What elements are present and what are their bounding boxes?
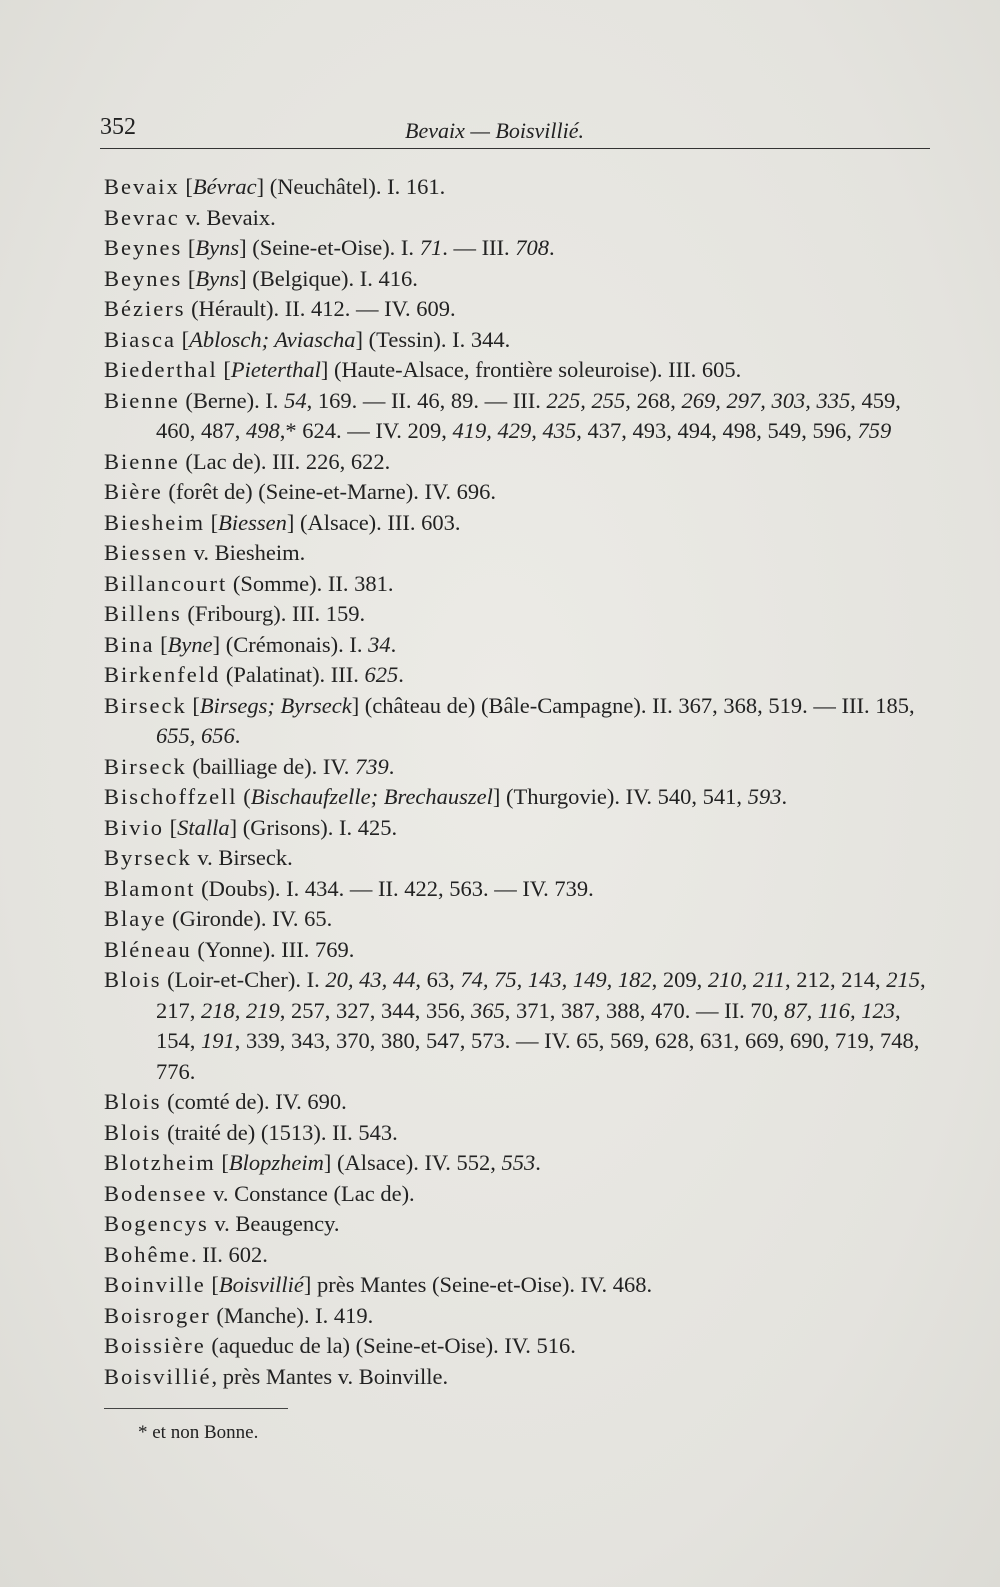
entry-italic-text: 739 [355, 753, 389, 779]
entry-headword: Birseck [104, 692, 187, 718]
entry-headword: Bière [104, 479, 163, 504]
entry-text: (Hérault). II. 412. — IV. 609. [185, 296, 456, 321]
index-entry [104, 1301, 934, 1332]
index-entry [104, 203, 934, 234]
entry-text: (bailliage de). IV. [186, 753, 356, 779]
entry-italic-text: 655, 656 [156, 723, 235, 748]
entry-headword: Birkenfeld [104, 662, 221, 687]
entry-italic-text: 365 [471, 997, 505, 1023]
index-entry [104, 172, 934, 203]
entry-italic-text: Birsegs; Byrseck [199, 692, 352, 718]
entry-text: (Manche). I. 419. [210, 1302, 374, 1328]
index-entry [104, 813, 934, 844]
entry-text: v. Biesheim. [188, 540, 306, 565]
entry-headword: Blotzheim [104, 1150, 216, 1175]
entry-text: v. Bevaix. [179, 204, 276, 230]
index-entry [104, 1331, 934, 1362]
entry-italic-text: Bischaufzelle; Brechauszel [250, 784, 493, 809]
entry-text: v. Constance (Lac de). [207, 1180, 415, 1206]
index-entry [104, 874, 934, 905]
entry-text: ] (Alsace). IV. 552, [323, 1150, 502, 1175]
index-entry [104, 1118, 934, 1149]
entry-italic-text: 269, 297, 303, 335 [681, 387, 851, 413]
entry-headword: Bohême [104, 1241, 191, 1267]
entry-headword: Blamont [104, 875, 196, 901]
index-entry [104, 233, 934, 264]
entry-italic-text: 553 [501, 1150, 536, 1175]
entry-italic-text: 225, 255 [546, 387, 626, 413]
index-entry [104, 569, 934, 600]
entry-text: ] (Thurgovie). IV. 540, 541, [492, 784, 748, 809]
entry-text: ] (Grisons). I. 425. [229, 814, 398, 840]
entry-headword: Billens [104, 601, 182, 626]
entry-text: [ [175, 326, 190, 352]
entry-italic-text: 210, 211 [707, 967, 785, 992]
entry-text: . — III. [442, 235, 516, 260]
index-entry [104, 1087, 934, 1118]
entry-headword: Bienne [104, 448, 180, 474]
entry-italic-text: 74, 75, 143, 149, 182 [460, 967, 652, 992]
entry-text: (Fribourg). III. 159. [181, 601, 366, 626]
entry-text: [ [182, 265, 196, 291]
entry-text: (Doubs). I. 434. — II. 422, 563. — IV. 739. [195, 875, 594, 901]
entry-text: (Palatinat). III. [220, 662, 365, 687]
entry-text: , près Mantes v. Boinville. [211, 1363, 449, 1389]
index-entry [104, 264, 934, 295]
entry-text: . [388, 753, 395, 779]
index-entry [104, 904, 934, 935]
entry-headword: Bivio [104, 814, 165, 840]
index-entry [104, 447, 934, 478]
entry-text: , 339, 343, 370, 380, 547, 573. — IV. 65, 569, 628, 631, 669, 690, 719, 748, 776. [156, 1028, 920, 1084]
page-header [100, 112, 930, 149]
entry-text: [ [205, 1272, 219, 1297]
entry-italic-text: 191 [201, 1028, 235, 1053]
index-entry [104, 599, 934, 630]
index-entry [104, 660, 934, 691]
entry-italic-text: Boisvillié [218, 1272, 304, 1297]
entry-text: , 257, 327, 344, 356, [279, 997, 471, 1023]
entry-text: (traité de) (1513). II. 543. [161, 1119, 398, 1145]
entry-text: , 459, 460, 487, [156, 387, 901, 443]
entry-headword: Billancourt [104, 570, 228, 596]
entry-text: ] (Seine-et-Oise). I. [239, 235, 420, 260]
page-number: 352 [100, 114, 136, 140]
entry-italic-text: Stalla [177, 814, 230, 840]
index-entry [104, 1240, 934, 1271]
index-entry [104, 752, 934, 783]
entry-text: (aqueduc de la) (Seine-et-Oise). IV. 516. [205, 1333, 576, 1358]
entry-text: , 268, [625, 387, 682, 413]
index-entry [104, 1148, 934, 1179]
entry-text: (forêt de) (Seine-et-Marne). IV. 696. [162, 479, 496, 504]
entry-text: . II. 602. [190, 1241, 268, 1267]
entry-text: ] (Crémonais). I. [212, 631, 369, 657]
entry-text: v. Birseck. [191, 845, 293, 870]
entry-text: (comté de). IV. 690. [161, 1089, 347, 1114]
index-entry [104, 538, 934, 569]
entry-headword: Blois [104, 967, 162, 992]
entry-italic-text: 759 [857, 418, 892, 443]
entry-headword: Béziers [104, 296, 186, 321]
entry-italic-text: 708 [515, 235, 550, 260]
entry-text: ] (Tessin). I. 344. [355, 326, 511, 352]
index-entry [104, 355, 934, 386]
entry-headword: Bodensee [104, 1180, 208, 1206]
entry-text: (Yonne). III. 769. [191, 936, 355, 962]
entry-text: [ [164, 814, 178, 840]
entry-headword: Bischoffzell [104, 784, 238, 809]
entry-text: ( [237, 784, 251, 809]
entry-italic-text: Biessen [218, 509, 287, 535]
index-entry [104, 1179, 934, 1210]
entry-headword: Bienne [104, 387, 180, 413]
entry-text: [ [205, 509, 219, 535]
entry-text: . [549, 235, 555, 260]
entry-italic-text: Ablosch; Aviascha [189, 326, 356, 352]
entry-text: , 371, 387, 388, 470. — II. 70, [504, 997, 785, 1023]
entry-text: , 437, 493, 494, 498, 549, 596, [576, 418, 858, 443]
entry-headword: Bina [104, 631, 155, 657]
entry-headword: Boisroger [104, 1302, 211, 1328]
index-entry [104, 630, 934, 661]
entry-text: [ [217, 357, 231, 382]
entry-italic-text: Byns [195, 265, 240, 291]
entry-text: (Loir-et-Cher). I. [161, 967, 326, 992]
entry-headword: Beynes [104, 265, 183, 291]
entry-headword: Biederthal [104, 357, 218, 382]
entry-text: . [390, 631, 397, 657]
entry-text: , 217, [156, 967, 926, 1023]
index-entry [104, 691, 934, 752]
running-title: Bevaix — Boisvillié. [405, 118, 584, 143]
entry-headword: Bogencys [104, 1211, 209, 1236]
entry-headword: Boisvillié [104, 1363, 212, 1389]
entry-text: ,* 624. — IV. 209, [279, 418, 453, 443]
entry-text: v. Beaugency. [208, 1211, 340, 1236]
entry-italic-text: 71 [419, 235, 443, 260]
index-entry [104, 294, 934, 325]
entry-italic-text: Bévrac [192, 174, 257, 199]
entry-text: [ [154, 631, 168, 657]
entry-text: , 63, [415, 967, 461, 992]
index-entry [104, 508, 934, 539]
entry-text: ] près Mantes (Seine-et-Oise). IV. 468. [303, 1272, 653, 1297]
entry-headword: Biessen [104, 540, 188, 565]
entry-headword: Boissière [104, 1333, 206, 1358]
entry-italic-text: 215 [886, 967, 920, 992]
entry-headword: Bevrac [104, 204, 180, 230]
entry-text: . [398, 662, 404, 687]
entry-headword: Biasca [104, 326, 176, 352]
entry-text: . [535, 1150, 541, 1175]
index-entry [104, 1270, 934, 1301]
entry-italic-text: 498 [246, 418, 280, 443]
entry-italic-text: 87, 116, 123 [784, 997, 895, 1023]
index-entry [104, 1209, 934, 1240]
entry-text: [ [182, 235, 196, 260]
entry-text: , 209, [651, 967, 708, 992]
entry-text: . [781, 784, 788, 809]
entry-italic-text: Byns [195, 235, 240, 260]
entry-text: ] (Neuchâtel). I. 161. [256, 174, 446, 199]
entry-italic-text: Byne [167, 631, 213, 657]
entry-italic-text: 593 [747, 784, 782, 809]
entry-italic-text: Blopzheim [228, 1150, 324, 1175]
entry-text: [ [179, 174, 193, 199]
entry-italic-text: 54 [284, 387, 307, 413]
index-entry [104, 843, 934, 874]
entry-italic-text: 218, 219 [201, 997, 280, 1023]
entry-headword: Blois [104, 1089, 162, 1114]
entry-headword: Bevaix [104, 174, 180, 199]
entry-text: ] (Haute-Alsace, frontière soleuroise). III. 605. [320, 357, 742, 382]
entry-text: . [234, 723, 241, 748]
entry-italic-text: Pieterthal [230, 357, 321, 382]
entry-text: , 169. — II. 46, 89. — III. [306, 387, 547, 413]
entry-text: ] (château de) (Bâle-Campagne). II. 367, 368, 519. — III. 185, [351, 692, 915, 718]
entry-text: (Berne). I. [179, 387, 285, 413]
entry-text: (Somme). II. 381. [227, 570, 394, 596]
entry-headword: Byrseck [104, 845, 192, 870]
entry-italic-text: 625 [364, 662, 399, 687]
entry-text: (Gironde). IV. 65. [166, 906, 333, 931]
entry-text: ] (Alsace). III. 603. [286, 509, 461, 535]
entry-text: , 212, 214, [784, 967, 887, 992]
entry-headword: Bléneau [104, 936, 192, 962]
entry-italic-text: 20, 43, 44 [325, 967, 416, 992]
index-entry [104, 325, 934, 356]
entry-text: , 154, [156, 997, 901, 1053]
entry-text: [ [215, 1150, 229, 1175]
entry-headword: Blois [104, 1119, 162, 1145]
index-entry [104, 965, 934, 1087]
index-entry [104, 1362, 934, 1393]
index-entry [104, 386, 934, 447]
entry-text: ] (Belgique). I. 416. [239, 265, 418, 291]
footnote-rule [104, 1408, 288, 1409]
entry-text: [ [186, 692, 200, 718]
entry-italic-text: 34 [368, 631, 391, 657]
index-entry [104, 935, 934, 966]
entry-headword: Blaye [104, 906, 167, 931]
footnote: * et non Bonne. [138, 1422, 259, 1443]
entry-headword: Birseck [104, 753, 187, 779]
index-entries [104, 172, 934, 1392]
index-entry [104, 477, 934, 508]
entry-text: (Lac de). III. 226, 622. [179, 448, 391, 474]
index-entry [104, 782, 934, 813]
entry-headword: Beynes [104, 235, 183, 260]
entry-headword: Biesheim [104, 509, 205, 535]
entry-italic-text: 419, 429, 435 [452, 418, 577, 443]
entry-headword: Boinville [104, 1272, 206, 1297]
